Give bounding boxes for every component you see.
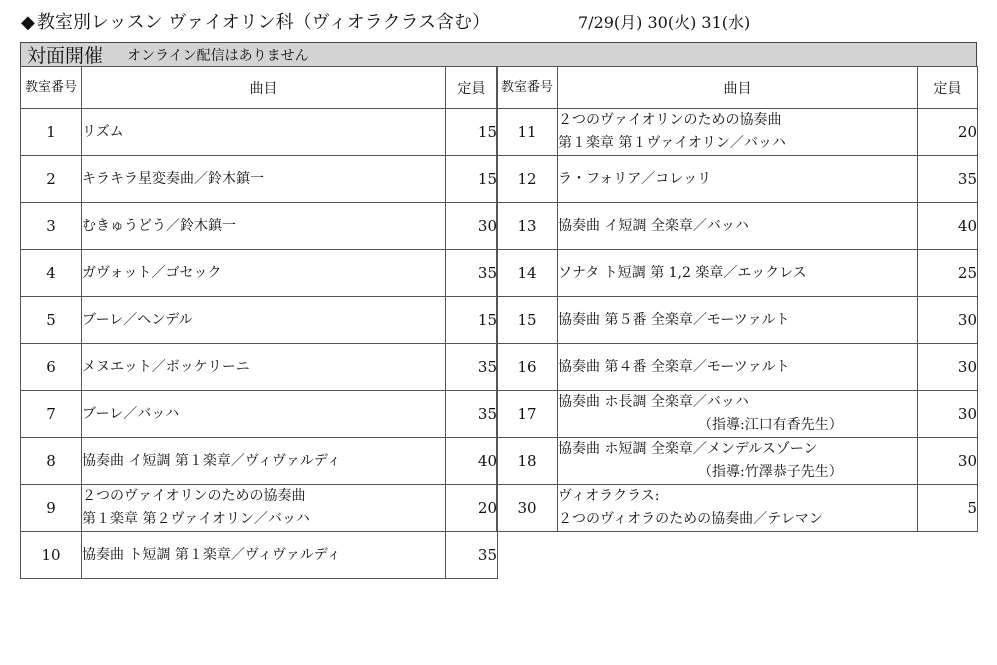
room-number: 8 — [21, 438, 82, 485]
capacity: 20 — [446, 485, 498, 532]
piece-cell — [82, 156, 446, 203]
piece-title: 協奏曲 イ短調 第１楽章／ヴィヴァルディ — [82, 452, 341, 469]
table-row — [497, 297, 978, 344]
capacity: 30 — [918, 297, 978, 344]
table-row — [21, 203, 498, 250]
piece-cell — [558, 438, 918, 485]
room-number: 30 — [497, 485, 558, 532]
room-number: 16 — [497, 344, 558, 391]
room-number: 1 — [21, 109, 82, 156]
format-note: オンライン配信はありません — [127, 47, 309, 64]
piece-cell — [82, 297, 446, 344]
table-row — [21, 344, 498, 391]
piece-title: ソナタ ト短調 第 1,2 楽章／エックレス — [558, 264, 807, 281]
room-number: 17 — [497, 391, 558, 438]
piece-title: リズム — [82, 123, 124, 140]
piece-title: 協奏曲 第４番 全楽章／モーツァルト — [558, 358, 790, 375]
piece-title: ２つのヴァイオリンのための協奏曲 — [82, 488, 306, 504]
piece-title: ガヴォット／ゴセック — [82, 264, 222, 281]
table-row — [21, 250, 498, 297]
capacity: 15 — [446, 297, 498, 344]
table-row — [497, 156, 978, 203]
lesson-grid — [20, 42, 977, 662]
table-row — [21, 109, 498, 156]
piece-cell — [558, 344, 918, 391]
piece-cell — [558, 203, 918, 250]
lesson-table-left — [20, 66, 498, 579]
header-capacity: 定員 — [918, 67, 978, 109]
capacity: 20 — [918, 109, 978, 156]
capacity: 5 — [918, 485, 978, 532]
capacity: 30 — [918, 438, 978, 485]
piece-cell — [558, 250, 918, 297]
room-number: 15 — [497, 297, 558, 344]
piece-title: 第１楽章 第２ヴァイオリン／バッハ — [82, 511, 310, 527]
lesson-table-right — [496, 66, 978, 532]
table-row — [21, 156, 498, 203]
page-title — [21, 8, 490, 34]
piece-cell — [558, 485, 918, 532]
table-row — [497, 203, 978, 250]
header-room-number: 教室番号 — [21, 67, 82, 109]
piece-title: 第１楽章 第１ヴァイオリン／バッハ — [558, 135, 786, 151]
piece-title: 協奏曲 イ短調 全楽章／バッハ — [558, 217, 749, 234]
table-row — [497, 438, 978, 485]
room-number: 11 — [497, 109, 558, 156]
room-number: 5 — [21, 297, 82, 344]
table-row — [497, 109, 978, 156]
piece-title: ヴィオラクラス: — [558, 488, 660, 504]
room-number: 12 — [497, 156, 558, 203]
table-row — [21, 438, 498, 485]
piece-cell — [82, 532, 446, 579]
capacity: 30 — [918, 344, 978, 391]
piece-title: ラ・フォリア／コレッリ — [558, 170, 712, 187]
room-number: 14 — [497, 250, 558, 297]
piece-cell — [82, 485, 446, 532]
piece-cell — [558, 297, 918, 344]
piece-cell — [558, 109, 918, 156]
piece-title: ブーレ／バッハ — [82, 405, 180, 422]
piece-title: メヌエット／ボッケリーニ — [82, 358, 250, 375]
capacity: 15 — [446, 109, 498, 156]
piece-title: 協奏曲 ホ短調 全楽章／メンデルスゾーン — [558, 441, 818, 457]
room-number: 9 — [21, 485, 82, 532]
format-banner — [20, 42, 977, 67]
piece-cell — [82, 438, 446, 485]
table-row — [21, 532, 498, 579]
lesson-dates: 7/29(月) 30(火) 31(水) — [578, 13, 751, 32]
table-row — [497, 485, 978, 532]
header-piece: 曲目 — [82, 67, 446, 109]
room-number: 7 — [21, 391, 82, 438]
header-room-number: 教室番号 — [497, 67, 558, 109]
title-text: 教室別レッスン ヴァイオリン科（ヴィオラクラス含む） — [36, 12, 491, 33]
table-row — [497, 250, 978, 297]
piece-cell — [82, 344, 446, 391]
capacity: 35 — [446, 250, 498, 297]
piece-title: キラキラ星変奏曲／鈴木鎮一 — [82, 170, 264, 187]
piece-cell — [82, 250, 446, 297]
piece-title: 協奏曲 第５番 全楽章／モーツァルト — [558, 311, 790, 328]
piece-title: ブーレ／ヘンデル — [82, 311, 193, 328]
format-mode: 対面開催 — [27, 45, 104, 67]
table-row — [497, 391, 978, 438]
table-row — [21, 485, 498, 532]
piece-title: （指導:竹澤恭子先生） — [698, 464, 843, 480]
piece-title: ２つのヴィオラのための協奏曲／テレマン — [558, 511, 823, 527]
table-row — [21, 297, 498, 344]
piece-title: ２つのヴァイオリンのための協奏曲 — [558, 112, 782, 128]
room-number: 10 — [21, 532, 82, 579]
capacity: 35 — [446, 344, 498, 391]
piece-cell — [82, 391, 446, 438]
room-number: 13 — [497, 203, 558, 250]
header-piece: 曲目 — [558, 67, 918, 109]
piece-title: 協奏曲 ホ長調 全楽章／バッハ — [558, 394, 749, 410]
room-number: 3 — [21, 203, 82, 250]
piece-cell — [82, 109, 446, 156]
capacity: 30 — [446, 203, 498, 250]
diamond-icon: ◆ — [21, 12, 35, 33]
capacity: 35 — [918, 156, 978, 203]
piece-cell — [558, 391, 918, 438]
room-number: 18 — [497, 438, 558, 485]
piece-title: 協奏曲 ト短調 第１楽章／ヴィヴァルディ — [82, 546, 341, 563]
piece-cell — [558, 156, 918, 203]
capacity: 40 — [446, 438, 498, 485]
room-number: 2 — [21, 156, 82, 203]
capacity: 25 — [918, 250, 978, 297]
piece-cell — [82, 203, 446, 250]
capacity: 35 — [446, 532, 498, 579]
capacity: 15 — [446, 156, 498, 203]
piece-title: （指導:江口有香先生） — [698, 417, 843, 433]
table-row — [21, 391, 498, 438]
capacity: 35 — [446, 391, 498, 438]
room-number: 4 — [21, 250, 82, 297]
piece-title: むきゅうどう／鈴木鎮一 — [82, 217, 236, 234]
capacity: 30 — [918, 391, 978, 438]
capacity: 40 — [918, 203, 978, 250]
room-number: 6 — [21, 344, 82, 391]
table-row — [497, 344, 978, 391]
header-capacity: 定員 — [446, 67, 498, 109]
